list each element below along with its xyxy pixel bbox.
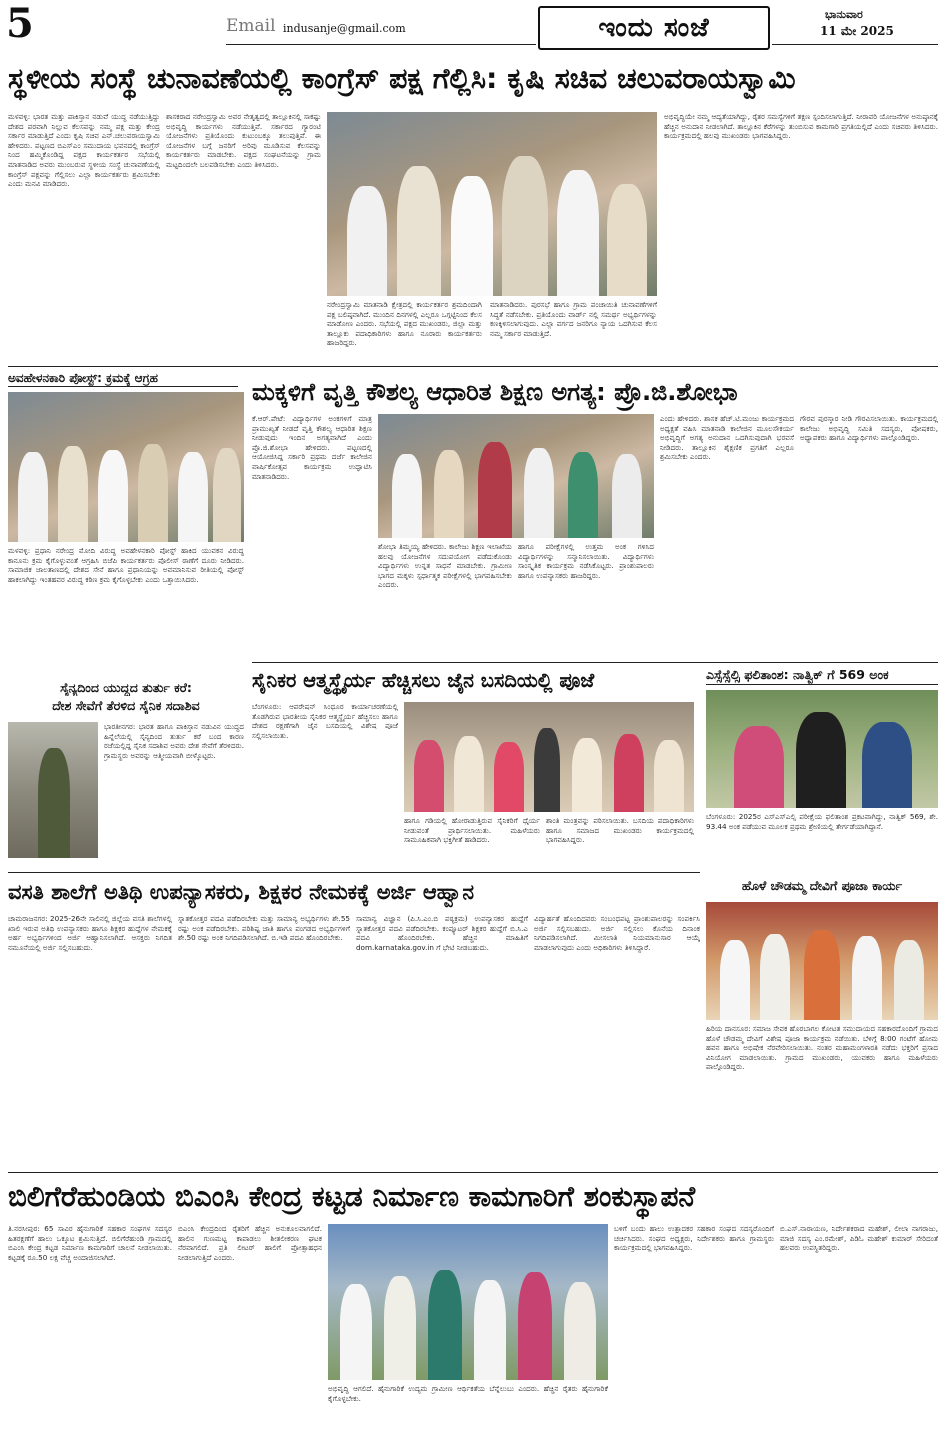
skills-col-3: ಹಾಗೂ ಪರೀಕ್ಷೆಗಳಲ್ಲಿ ಉತ್ತಮ ಅಂಕ ಗಳಿಸಿದ ವಿದ್ಯಾರ್ಥಿಗಳನ್ನು ಸನ್ಮಾನಿಸಲಾಯಿತು. ವಿದ್ಯಾರ್ಥಿಗಳು ಸಾಂಸ್ಕೃತಿಕ ಕಾರ್ಯಕ್ರಮ ನಡೆಸಿಕೊಟ್ಟರು. ಪ್ರಾಂಶುಪಾಲರು ಹಾಗೂ ಉಪನ್ಯಾಸಕರು ಹಾಜರಿದ್ದರು. xyxy=(518,542,654,580)
sslc-photo xyxy=(706,690,938,808)
jain-col-2: ಹಾಗೂ ಗಡಿಯಲ್ಲಿ ಹೋರಾಡುತ್ತಿರುವ ಸೈನಿಕರಿಗೆ ಧೈರ್ಯ ನೀಡುವಂತೆ ಪ್ರಾರ್ಥಿಸಲಾಯಿತು. ಮಹಿಳೆಯರು ಸಾಮೂಹಿಕವಾಗಿ ಭಕ್ತಿಗೀತೆ ಹಾಡಿದರು. xyxy=(404,816,540,845)
sslc-headline: ಎಸ್ಸೆಸ್ಸೆಲ್ಸಿ ಫಲಿತಾಂಶ: ನಾತ್ವಿಕ್ ಗೆ 569 ಅಂಕ xyxy=(706,666,938,685)
masthead-day: ಭಾನುವಾರ xyxy=(825,8,863,21)
masthead-rule xyxy=(226,44,536,45)
skills-col-2: ಶೋಭಾ ತಿಮ್ಮಯ್ಯ ಹೇಳಿದರು. ಕಾಲೇಜು ಶಿಕ್ಷಣ ಇಲಾಖೆಯ ಹಲವು ಯೋಜನೆಗಳ ಸದುಪಯೋಗ ಪಡೆದುಕೊಂಡು ವಿದ್ಯಾರ್ಥಿಗಳು ಉನ್ನತ ಸಾಧನೆ ಮಾಡಬೇಕು. ಗ್ರಾಮೀಣ ಭಾಗದ ಮಕ್ಕಳು ಸ್ಪರ್ಧಾತ್ಮಕ ಪರೀಕ್ಷೆಗಳಲ್ಲಿ ಭಾಗವಹಿಸಬೇಕು ಎಂದರು. xyxy=(378,542,512,590)
skills-photo xyxy=(378,414,654,538)
skills-col-5: ಗೌರವ ಪುರಸ್ಕಾರ ನೀಡಿ ಗೌರವಿಸಲಾಯಿತು. ಕಾರ್ಯಕ್ರಮದಲ್ಲಿ ಕಾಲೇಜು ಅಭಿವೃದ್ಧಿ ಸಮಿತಿ ಸದಸ್ಯರು, ಪೋಷಕರು, ಅಧ್ಯಾಪಕರು ಹಾಗೂ ವಿದ್ಯಾರ್ಥಿಗಳು ಪಾಲ್ಗೊಂಡಿದ್ದರು. xyxy=(800,414,938,443)
soldier-headline-1: ಸೈನ್ಯದಿಂದ ಯುದ್ಧದ ತುರ್ತು ಕರೆ: xyxy=(60,680,192,695)
bmc-col-3: ಅಭಿವೃದ್ಧಿ ಆಗಲಿದೆ. ಹೈನುಗಾರಿಕೆ ಉದ್ಯಮ ಗ್ರಾಮೀಣ ಆರ್ಥಿಕತೆಯ ಬೆನ್ನೆಲುಬು ಎಂದರು. ಹೆಚ್ಚಿನ ರೈತರು ಹೈನುಗಾರಿಕೆ ಕೈಗೊಳ್ಳಬೇಕು. xyxy=(328,1384,608,1403)
lead-headline: ಸ್ಥಳೀಯ ಸಂಸ್ಥೆ ಚುನಾವಣೆಯಲ್ಲಿ ಕಾಂಗ್ರೆಸ್ ಪಕ್ಷ ಗೆಲ್ಲಿಸಿ: ಕೃಷಿ ಸಚಿವ ಚಲುವರಾಯಸ್ವಾಮಿ xyxy=(8,62,796,95)
protest-photo xyxy=(8,392,244,542)
section-rule xyxy=(8,366,938,367)
section-rule xyxy=(8,1172,938,1173)
lead-col-2: ಶಾಸಕರಾದ ನರೇಂದ್ರಸ್ವಾಮಿ ಅವರ ನೇತೃತ್ವದಲ್ಲಿ ತಾಲ್ಲೂಕಿನಲ್ಲಿ ಸಾಕಷ್ಟು ಅಭಿವೃದ್ಧಿ ಕಾರ್ಯಗಳು ನಡೆಯುತ್ತಿವೆ. ಸರ್ಕಾರದ ಗ್ಯಾರಂಟಿ ಯೋಜನೆಗಳು ಪ್ರತಿಯೊಂದು ಕುಟುಂಬಕ್ಕೂ ತಲುಪುತ್ತಿವೆ. ಈ ಯೋಜನೆಗಳ ಬಗ್ಗೆ ಜನರಿಗೆ ಅರಿವು ಮೂಡಿಸುವ ಕೆಲಸವನ್ನು ಕಾರ್ಯಕರ್ತರು ಮಾಡಬೇಕು. ಪಕ್ಷದ ಸಂಘಟನೆಯನ್ನು ಗ್ರಾಮ ಮಟ್ಟದಿಂದಲೇ ಬಲಪಡಿಸಬೇಕು ಎಂದು ತಿಳಿಸಿದರು. xyxy=(166,112,321,169)
masthead-rule-right xyxy=(772,44,938,45)
section-rule xyxy=(8,872,700,873)
protest-headline: ಅವಹೇಳನಕಾರಿ ಪೋಸ್ಟ್: ಕ್ರಮಕ್ಕೆ ಆಗ್ರಹ xyxy=(8,370,238,387)
bmc-col-4: ಬಳಿಗೆ ಬಂದು ಹಾಲು ಉತ್ಪಾದಕರ ಸಹಕಾರ ಸಂಘದ ಸದಸ್ಯರೊಂದಿಗೆ ಚರ್ಚಿಸಿದರು. ಸಂಘದ ಅಧ್ಯಕ್ಷರು, ನಿರ್ದೇಶಕರು ಹಾಗೂ ಗ್ರಾಮಸ್ಥರು ಕಾರ್ಯಕ್ರಮದಲ್ಲಿ ಭಾಗವಹಿಸಿದ್ದರು. xyxy=(614,1224,774,1253)
bmc-col-5: ಬಿ.ಎಸ್.ನಾರಾಯಣ, ನಿರ್ದೇಶಕರಾದ ಮಹೇಶ್, ಲೀಲಾ ನಾಗರಾಜು, ಮಾಜಿ ಸದಸ್ಯ ಎಂ.ರಮೇಶ್, ಪಿಡಿಓ ಮಹೇಶ್ ಕುಮಾರ್ ಸೇರಿದಂತೆ ಹಲವರು ಉಪಸ್ಥಿತರಿದ್ದರು. xyxy=(780,1224,938,1253)
page-number: 5 xyxy=(6,0,34,47)
soldier-photo xyxy=(8,722,98,858)
jain-headline: ಸೈನಿಕರ ಆತ್ಮಸ್ಥೈರ್ಯ ಹೆಚ್ಚಿಸಲು ಜೈನ ಬಸದಿಯಲ್ಲಿ ಪೂಜೆ xyxy=(252,669,595,692)
skills-headline: ಮಕ್ಕಳಿಗೆ ವೃತ್ತಿ ಕೌಶಲ್ಯ ಆಧಾರಿತ ಶಿಕ್ಷಣ ಅಗತ್ಯ: ಪ್ರೊ.ಜಿ.ಶೋಭಾ xyxy=(252,378,738,406)
sslc-text: ಬೆಂಗಳೂರು: 2025ರ ಎಸ್ಎಸ್ಎಲ್ಸಿ ಪರೀಕ್ಷೆಯ ಫಲಿತಾಂಶ ಪ್ರಕಟವಾಗಿದ್ದು, ನಾತ್ವಿಕ್ 569, ಶೇ. 93.44 ಅಂಕ ಪಡೆಯುವ ಮೂಲಕ ಪ್ರಥಮ ಶ್ರೇಣಿಯಲ್ಲಿ ತೇರ್ಗಡೆಯಾಗಿದ್ದಾನೆ. xyxy=(706,812,938,831)
jain-col-1: ಬೆಂಗಳೂರು: ಆಪರೇಷನ್ ಸಿಂಧೂರ ಕಾರ್ಯಾಚರಣೆಯಲ್ಲಿ ತೊಡಗಿರುವ ಭಾರತೀಯ ಸೈನಿಕರ ಆತ್ಮಸ್ಥೈರ್ಯ ಹೆಚ್ಚಿಸಲು ಹಾಗೂ ದೇಶದ ರಕ್ಷಣೆಗಾಗಿ ಜೈನ ಬಸದಿಯಲ್ಲಿ ವಿಶೇಷ ಪೂಜೆ ಸಲ್ಲಿಸಲಾಯಿತು. xyxy=(252,702,398,740)
temple-headline: ಹೊಳೆ ಚೌಡಮ್ಮ ದೇವಿಗೆ ಪೂಜಾ ಕಾರ್ಯ xyxy=(741,878,903,893)
jain-col-3: ಶಾಂತಿ ಮಂತ್ರವನ್ನು ಪಠಿಸಲಾಯಿತು. ಬಸದಿಯ ಪದಾಧಿಕಾರಿಗಳು ಹಾಗೂ ಸಮಾಜದ ಮುಖಂಡರು ಕಾರ್ಯಕ್ರಮದಲ್ಲಿ ಭಾಗವಹಿಸಿದ್ದರು. xyxy=(546,816,694,845)
soldier-headline-2: ದೇಶ ಸೇವೆಗೆ ತೆರಳಿದ ಸೈನಿಕ ಸದಾಶಿವ xyxy=(52,698,200,713)
bmc-col-2: ಬಿಎಂಸಿ ಕೇಂದ್ರದಿಂದ ರೈತರಿಗೆ ಹೆಚ್ಚಿನ ಅನುಕೂಲವಾಗಲಿದೆ. ಹಾಲಿನ ಗುಣಮಟ್ಟ ಕಾಪಾಡಲು ಶೀತಲೀಕರಣ ಘಟಕ ನೆರವಾಗಲಿದೆ. ಪ್ರತಿ ಲೀಟರ್ ಹಾಲಿಗೆ ಪ್ರೋತ್ಸಾಹಧನ ನೀಡಲಾಗುತ್ತಿದೆ ಎಂದರು. xyxy=(178,1224,322,1262)
soldier-text: ಭಾರತೀನಗರ: ಭಾರತ ಹಾಗೂ ಪಾಕಿಸ್ತಾನ ನಡುವಿನ ಯುದ್ಧದ ಹಿನ್ನೆಲೆಯಲ್ಲಿ ಸೈನ್ಯದಿಂದ ತುರ್ತು ಕರೆ ಬಂದ ಕಾರಣ ರಜೆಯಲ್ಲಿದ್ದ ಸೈನಿಕ ಸದಾಶಿವ ಅವರು ದೇಶ ಸೇವೆಗೆ ತೆರಳಿದರು. ಗ್ರಾಮಸ್ಥರು ಅವರನ್ನು ಆತ್ಮೀಯವಾಗಿ ಬೀಳ್ಕೊಟ್ಟರು. xyxy=(104,722,244,760)
hostel-col-2: ಸ್ನಾತಕೋತ್ತರ ಪದವಿ ಪಡೆದಿರಬೇಕು ಮತ್ತು ಸಾಮಾನ್ಯ ಅಭ್ಯರ್ಥಿಗಳು ಶೇ.55 ರಷ್ಟು ಅಂಕ ಪಡೆದಿರಬೇಕು. ಪರಿಶಿಷ್ಟ ಜಾತಿ ಹಾಗೂ ಪಂಗಡದ ಅಭ್ಯರ್ಥಿಗಳಿಗೆ ಶೇ.50 ರಷ್ಟು ಅಂಕ ನಿಗದಿಪಡಿಸಲಾಗಿದೆ. ಬಿ.ಇಡಿ ಪದವಿ ಹೊಂದಿರಬೇಕು. xyxy=(178,914,350,943)
bmc-headline: ಬಿಲಿಗೆರೆಹುಂಡಿಯ ಬಿಎಂಸಿ ಕೇಂದ್ರ ಕಟ್ಟಡ ನಿರ್ಮಾಣ ಕಾಮಗಾರಿಗೆ ಶಂಕುಸ್ಥಾಪನೆ xyxy=(8,1180,696,1213)
bmc-col-1: ತಿ.ನರಸೀಪುರ: 65 ಸಾವಿರ ಹೈನುಗಾರಿಕೆ ಸಹಕಾರ ಸಂಘಗಳ ಸದಸ್ಯರ ಹಿತರಕ್ಷಣೆಗೆ ಹಾಲು ಒಕ್ಕೂಟ ಶ್ರಮಿಸುತ್ತಿದೆ. ಬಿಲಿಗೆರೆಹುಂಡಿ ಗ್ರಾಮದಲ್ಲಿ ಬಿಎಂಸಿ ಕೇಂದ್ರ ಕಟ್ಟಡ ನಿರ್ಮಾಣ ಕಾಮಗಾರಿಗೆ ಚಾಲನೆ ನೀಡಲಾಯಿತು. ಕಟ್ಟಡಕ್ಕೆ ರೂ.50 ಲಕ್ಷ ವೆಚ್ಚ ಅಂದಾಜಿಸಲಾಗಿದೆ. xyxy=(8,1224,172,1262)
hostel-col-4: ವಿದ್ಯಾರ್ಹತೆ ಹೊಂದಿದವರು ಸಂಬಂಧಪಟ್ಟ ಪ್ರಾಂಶುಪಾಲರನ್ನು ಸಂಪರ್ಕಿಸಿ ಅರ್ಜಿ ಸಲ್ಲಿಸಬಹುದು. ಅರ್ಜಿ ಸಲ್ಲಿಸಲು ಕೊನೆಯ ದಿನಾಂಕ ನಿಗದಿಪಡಿಸಲಾಗಿದೆ. ಮೀಸಲಾತಿ ನಿಯಮಾನುಸಾರ ಆಯ್ಕೆ ಮಾಡಲಾಗುವುದು ಎಂದು ಅಧಿಕಾರಿಗಳು ತಿಳಿಸಿದ್ದಾರೆ. xyxy=(534,914,700,952)
logo-text: ಇಂದು ಸಂಜೆ xyxy=(598,13,710,43)
lead-col-4: ಮಾತನಾಡಿದರು. ಪುರಸಭೆ ಹಾಗೂ ಗ್ರಾಮ ಪಂಚಾಯಿತಿ ಚುನಾವಣೆಗಳಿಗೆ ಸಿದ್ಧತೆ ನಡೆಸಬೇಕು. ಪ್ರತಿಯೊಂದು ವಾರ್ಡ್ ನಲ್ಲಿ ಸಮರ್ಥ ಅಭ್ಯರ್ಥಿಗಳನ್ನು ಕಣಕ್ಕಿಳಿಸಲಾಗುವುದು. ಎಲ್ಲಾ ವರ್ಗದ ಜನರಿಗೂ ನ್ಯಾಯ ಒದಗಿಸುವ ಕೆಲಸ ನಮ್ಮ ಸರ್ಕಾರ ಮಾಡುತ್ತಿದೆ. xyxy=(490,300,657,338)
hostel-headline: ವಸತಿ ಶಾಲೆಗೆ ಅತಿಥಿ ಉಪನ್ಯಾಸಕರು, ಶಿಕ್ಷಕರ ನೇಮಕಕ್ಕೆ ಅರ್ಜಿ ಆಹ್ವಾನ xyxy=(8,880,475,904)
lead-col-1: ಮಳವಳ್ಳಿ: ಭಾರತ ಮತ್ತು ಪಾಕಿಸ್ತಾನ ನಡುವೆ ಯುದ್ಧ ನಡೆಯುತ್ತಿದ್ದು ದೇಶದ ಪರವಾಗಿ ನಿಲ್ಲುವ ಕೆಲಸವನ್ನು ನಮ್ಮ ಪಕ್ಷ ಮತ್ತು ಕೇಂದ್ರ ಸರ್ಕಾರ ಮಾಡುತ್ತಿದೆ ಎಂದು ಕೃಷಿ ಸಚಿವ ಎನ್.ಚಲುವರಾಯಸ್ವಾಮಿ ಹೇಳಿದರು. ಪಟ್ಟಣದ ಬಿಎಸ್ಎಂ ಸಮುದಾಯ ಭವನದಲ್ಲಿ ಕಾಂಗ್ರೆಸ್ ನಿಂದ ಹಮ್ಮಿಕೊಂಡಿದ್ದ ಪಕ್ಷದ ಕಾರ್ಯಕರ್ತರ ಸಭೆಯಲ್ಲಿ ಮಾತನಾಡಿದ ಅವರು ಮುಂಬರುವ ಸ್ಥಳೀಯ ಸಂಸ್ಥೆ ಚುನಾವಣೆಯಲ್ಲಿ ಕಾಂಗ್ರೆಸ್ ಪಕ್ಷವನ್ನು ಗೆಲ್ಲಿಸಲು ಎಲ್ಲಾ ಕಾರ್ಯಕರ್ತರು ಶ್ರಮಿಸಬೇಕು ಎಂದು ಮನವಿ ಮಾಡಿದರು. xyxy=(8,112,160,189)
skills-col-1: ಕೆ.ಆರ್.ಪೇಟೆ: ವಿದ್ಯಾರ್ಥಿಗಳ ಅಂಕಗಳಿಗೆ ಮಾತ್ರ ಪ್ರಾಮುಖ್ಯತೆ ನೀಡದೆ ವೃತ್ತಿ ಕೌಶಲ್ಯ ಆಧಾರಿತ ಶಿಕ್ಷಣ ನೀಡುವುದು ಇಂದಿನ ಅಗತ್ಯವಾಗಿದೆ ಎಂದು ಪ್ರೊ.ಜಿ.ಶೋಭಾ ಹೇಳಿದರು. ಪಟ್ಟಣದಲ್ಲಿ ಆಯೋಜಿಸಿದ್ದ ಸರ್ಕಾರಿ ಪ್ರಥಮ ದರ್ಜೆ ಕಾಲೇಜಿನ ವಾರ್ಷಿಕೋತ್ಸವ ಕಾರ್ಯಕ್ರಮ ಉದ್ಘಾಟಿಸಿ ಮಾತನಾಡಿದರು. xyxy=(252,414,372,481)
hostel-col-3: ಸಾಮಾನ್ಯ ವಿಜ್ಞಾನ (ಪಿ.ಸಿ.ಎಂ.ಬಿ ಪಠ್ಯಕ್ರಮ) ಉಪನ್ಯಾಸಕರ ಹುದ್ದೆಗೆ ಸ್ನಾತಕೋತ್ತರ ಪದವಿ ಪಡೆದಿರಬೇಕು. ಕಂಪ್ಯೂಟರ್ ಶಿಕ್ಷಕರ ಹುದ್ದೆಗೆ ಬಿ.ಸಿ.ಎ ಪದವಿ ಹೊಂದಿರಬೇಕು. ಹೆಚ್ಚಿನ ಮಾಹಿತಿಗೆ dom.karnataka.gov.in ಗೆ ಭೇಟಿ ನೀಡಬಹುದು. xyxy=(356,914,528,952)
jain-photo xyxy=(404,702,694,812)
masthead-logo xyxy=(538,6,770,50)
temple-photo xyxy=(706,902,938,1020)
lead-photo xyxy=(327,112,657,296)
skills-col-4: ಎಂದು ಹೇಳಿದರು. ಶಾಸಕ ಹೆಚ್.ಟಿ.ಮಂಜು ಕಾರ್ಯಕ್ರಮದ ಅಧ್ಯಕ್ಷತೆ ವಹಿಸಿ ಮಾತನಾಡಿ ಕಾಲೇಜಿನ ಮೂಲಸೌಕರ್ಯ ಅಭಿವೃದ್ಧಿಗೆ ಅಗತ್ಯ ಅನುದಾನ ಒದಗಿಸುವುದಾಗಿ ಭರವಸೆ ನೀಡಿದರು. ತಾಲ್ಲೂಕಿನ ಶೈಕ್ಷಣಿಕ ಪ್ರಗತಿಗೆ ಎಲ್ಲರೂ ಶ್ರಮಿಸಬೇಕು ಎಂದರು. xyxy=(660,414,794,462)
temple-text: ಹಿರಿಯ ದಾನಸೂರ: ಸಮಾಜ ಸೇವಕ ಹೊರಬಾಗಲ ಕೋಟತ ಸಮುದಾಯದ ಸಹಕಾರದೊಂದಿಗೆ ಗ್ರಾಮದ ಹೊಳೆ ಚೌಡಮ್ಮ ದೇವಿಗೆ ವಿಶೇಷ ಪೂಜಾ ಕಾರ್ಯಕ್ರಮ ನಡೆಯಿತು. ಬೆಳಿಗ್ಗೆ 8:00 ಗಂಟೆಗೆ ಹೋಮ ಹವನ ಹಾಗೂ ಅಭಿಷೇಕ ನೆರವೇರಿಸಲಾಯಿತು. ನಂತರ ಮಹಾಮಂಗಳಾರತಿ ನಡೆದು ಭಕ್ತರಿಗೆ ಪ್ರಸಾದ ವಿನಿಯೋಗ ಮಾಡಲಾಯಿತು. ಗ್ರಾಮದ ಮುಖಂಡರು, ಯುವಕರು ಹಾಗೂ ಮಹಿಳೆಯರು ಪಾಲ್ಗೊಂಡಿದ್ದರು. xyxy=(706,1024,938,1072)
bmc-photo xyxy=(328,1224,608,1380)
lead-col-3: ನರೇಂದ್ರಸ್ವಾಮಿ ಮಾತನಾಡಿ ಕ್ಷೇತ್ರದಲ್ಲಿ ಕಾರ್ಯಕರ್ತರ ಶ್ರಮದಿಂದಾಗಿ ಪಕ್ಷ ಬಲಿಷ್ಠವಾಗಿದೆ. ಮುಂದಿನ ದಿನಗಳಲ್ಲಿ ಎಲ್ಲರೂ ಒಗ್ಗಟ್ಟಿನಿಂದ ಕೆಲಸ ಮಾಡೋಣ ಎಂದರು. ಸಭೆಯಲ್ಲಿ ಪಕ್ಷದ ಮುಖಂಡರು, ಜಿಲ್ಲಾ ಮತ್ತು ತಾಲ್ಲೂಕು ಪದಾಧಿಕಾರಿಗಳು ಹಾಗೂ ನೂರಾರು ಕಾರ್ಯಕರ್ತರು ಹಾಜರಿದ್ದರು. xyxy=(327,300,482,348)
email-label: Email xyxy=(226,16,276,36)
masthead-date: 11 ಮೇ 2025 xyxy=(820,24,894,38)
email-address: indusanje@gmail.com xyxy=(283,22,406,35)
protest-text: ಮಳವಳ್ಳಿ: ಪ್ರಧಾನಿ ನರೇಂದ್ರ ಮೋದಿ ವಿರುದ್ಧ ಅವಹೇಳನಕಾರಿ ಪೋಸ್ಟ್ ಹಾಕಿದ ಯುವಕನ ವಿರುದ್ಧ ಕಾನೂನು ಕ್ರಮ ಕೈಗೊಳ್ಳುವಂತೆ ಆಗ್ರಹಿಸಿ ಬಿಜೆಪಿ ಕಾರ್ಯಕರ್ತರು ಪೊಲೀಸ್ ಠಾಣೆಗೆ ದೂರು ನೀಡಿದರು. ಸಾಮಾಜಿಕ ಜಾಲತಾಣದಲ್ಲಿ ದೇಶದ ಸೇನೆ ಹಾಗೂ ಪ್ರಧಾನಿಯನ್ನು ಅವಮಾನಿಸುವ ರೀತಿಯಲ್ಲಿ ಪೋಸ್ಟ್ ಹಾಕಲಾಗಿದ್ದು ಇಂತಹವರ ವಿರುದ್ಧ ಕಠಿಣ ಕ್ರಮ ಕೈಗೊಳ್ಳಬೇಕು ಎಂದು ಒತ್ತಾಯಿಸಿದರು. xyxy=(8,546,244,584)
section-rule xyxy=(252,662,938,663)
hostel-col-1: ಚಾಮರಾಜನಗರ: 2025-26ನೇ ಸಾಲಿನಲ್ಲಿ ಜಿಲ್ಲೆಯ ವಸತಿ ಶಾಲೆಗಳಲ್ಲಿ ಖಾಲಿ ಇರುವ ಅತಿಥಿ ಉಪನ್ಯಾಸಕರು ಹಾಗೂ ಶಿಕ್ಷಕರ ಹುದ್ದೆಗಳ ನೇಮಕಕ್ಕೆ ಅರ್ಹ ಅಭ್ಯರ್ಥಿಗಳಿಂದ ಅರ್ಜಿ ಆಹ್ವಾನಿಸಲಾಗಿದೆ. ಆಸಕ್ತರು ನಿಗದಿತ ನಮೂನೆಯಲ್ಲಿ ಅರ್ಜಿ ಸಲ್ಲಿಸಬಹುದು. xyxy=(8,914,172,952)
lead-col-5: ಅಭಿವೃದ್ಧಿಯೇ ನಮ್ಮ ಆದ್ಯತೆಯಾಗಿದ್ದು, ರೈತರ ಸಮಸ್ಯೆಗಳಿಗೆ ತಕ್ಷಣ ಸ್ಪಂದಿಸಲಾಗುತ್ತಿದೆ. ನೀರಾವರಿ ಯೋಜನೆಗಳ ಅನುಷ್ಠಾನಕ್ಕೆ ಹೆಚ್ಚಿನ ಅನುದಾನ ನೀಡಲಾಗಿದೆ. ತಾಲ್ಲೂಕಿನ ಕೆರೆಗಳನ್ನು ತುಂಬಿಸುವ ಕಾಮಗಾರಿ ಪ್ರಗತಿಯಲ್ಲಿದೆ ಎಂದು ಸಚಿವರು ತಿಳಿಸಿದರು. ಕಾರ್ಯಕ್ರಮದಲ್ಲಿ ಹಲವು ಮುಖಂಡರು ಭಾಗವಹಿಸಿದ್ದರು. xyxy=(664,112,938,141)
